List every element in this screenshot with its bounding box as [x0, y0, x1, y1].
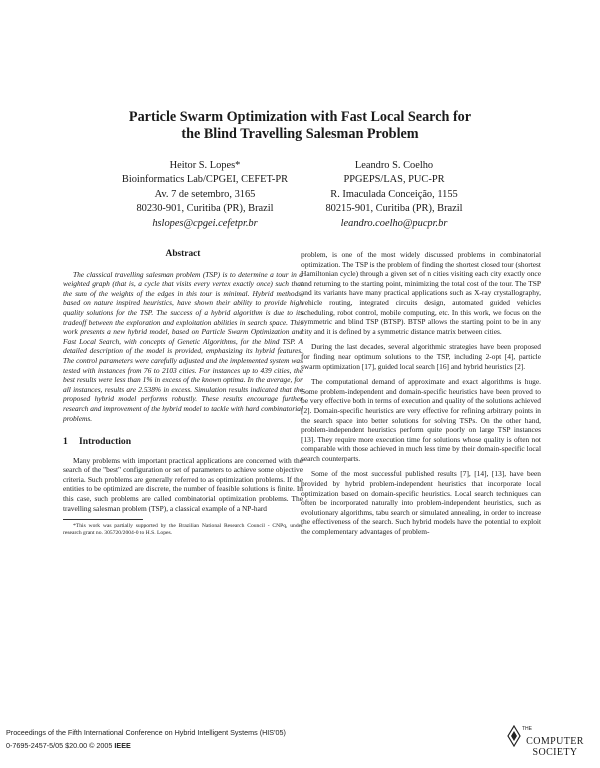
section-number: 1: [63, 436, 68, 448]
author-email: hslopes@cpgei.cefetpr.br: [152, 217, 258, 229]
abstract-heading: Abstract: [165, 249, 201, 259]
author-city: 80230-901, Curitiba (PR), Brazil: [136, 203, 274, 215]
intro-paragraph-4: The computational demand of approximate and exact algorithms is huge. Some problem-independent and domain-specific heuristics have been proved to be very effective both in terms of execution and quality of the solutions achieved [2]. Domain-specific heuristics are very effective for refining arbitrary points in the search space into better solutions for solving TSPs. On the other hand, problem-independent heuristics perform quite poorly on large TSP instances [13]. They require more execution time for solutions whose quality is often not comparable with those achieved in much less time by their domain-specific local search counterparts.: [301, 377, 541, 463]
page-footer: [6, 726, 286, 752]
section-title: Introduction: [79, 436, 132, 448]
author-name: Leandro S. Coelho: [354, 160, 434, 171]
left-column: [63, 250, 303, 543]
intro-paragraph-3: During the last decades, several algorithmic strategies have been proposed for finding near optimum solutions to the TSP, including 2-opt [4], particle swarm optimization [17], guided local search [16] and hybrid heuristics [2].: [301, 342, 541, 371]
author-city: 80215-901, Curitiba (PR), Brazil: [325, 203, 463, 215]
proceedings-line: Proceedings of the Fifth International Conference on Hybrid Intelligent Systems (HIS'05): [6, 728, 286, 737]
author-name: Heitor S. Lopes*: [169, 160, 241, 171]
ieee-kite-icon: [507, 725, 521, 747]
logo-line-1: COMPUTER: [526, 736, 584, 747]
footnote-divider: [63, 519, 143, 520]
isbn-text: 0-7695-2457-5/05 $20.00 © 2005: [6, 741, 113, 750]
ieee-mark: IEEE: [114, 741, 131, 750]
author-affiliation: Bioinformatics Lab/CPGEI, CEFET-PR: [121, 174, 289, 186]
logo-name: [521, 736, 589, 758]
logo-line-2: SOCIETY: [532, 747, 578, 758]
logo-the: THE: [522, 726, 532, 732]
intro-paragraph-5: Some of the most successful published results [7], [14], [13], have been provided by hybrid problem-independent heuristics that incorporate local optimization based on domain-specific heuristics. Local search techniques can often be incorporated naturally into problem-independent heuristics, such as evolutionary algorithms, tabu search or simulated annealing, in order to increase the effectiveness of the search. Such hybrid models have the potential to exploit the complementary advantages of problem-: [301, 469, 541, 537]
author-block-1: [110, 159, 300, 231]
intro-paragraph-1: Many problems with important practical applications are concerned with the search of the "best" configuration or set of parameters to achieve some objective criteria. Such problems are generally referred to as optimization problems. If the entities to be optimized are discrete, the number of feasible solutions is finite. In this case, such problems are called combinatorial optimization problems. The travelling salesman problem (TSP), a classical example of a NP-hard: [63, 455, 303, 513]
author-affiliation: PPGEPS/LAS, PUC-PR: [343, 174, 445, 186]
author-address: Av. 7 de setembro, 3165: [154, 188, 256, 200]
intro-paragraph-2: problem, is one of the most widely discussed problems in combinatorial optimization. The TSP is the problem of finding the shortest closed tour (shortest Hamiltonian cycle) through a given set of n cities visiting each city exactly once and returning to the starting point, minimizing the total cost of the tour. The TSP and its variants have many practical applications such as X-ray crystallography, vehicle routing, integrated circuits design, automated guided vehicles scheduling, robot control, mobile computing, etc. In this work, we focus on the symmetric and blind TSP (BTSP). BTSP allows the starting point to be in any city and it is defined by a symmetric distance matrix between cities.: [301, 250, 541, 336]
author-email: leandro.coelho@pucpr.br: [340, 217, 448, 229]
author-address: R. Imaculada Conceição, 1155: [330, 188, 458, 200]
abstract-text: The classical travelling salesman problem (TSP) is to determine a tour in a weighted graph (that is, a cycle that visits every vertex exactly once) such that the sum of the weights of the edges in this tour is minimal. Hybrid methods, based on nature inspired heuristics, have shown their ability to provide high quality solutions for the TSP. The success of a hybrid algorithm is due to its tradeoff between the exploration and exploitation abilities in search space. This work presents a new hybrid model, based on Particle Swarm Optimization and Fast Local Search, with concepts of Genetic Algorithms, for the blind TSP. A detailed description of the model is provided, emphasizing its hybrid features. The control parameters were carefully adjusted and the implemented system was tested with instances from 76 to 2103 cities. For instances up to 439 cities, the best results were less than 1% in excess of the known optima. In the average, for all instances, results are 2.538% in excess. Simulation results indicated that the proposed hybrid model performs robustly. These results encourage further research and improvement of the hybrid model to tackle with hard combinatorial problems.: [63, 269, 303, 423]
author-block-2: [299, 159, 489, 231]
section-heading-introduction: [63, 437, 303, 447]
isbn-line: [6, 739, 286, 752]
footnote: *This work was partially supported by the Brazilian National Research Council - CNPq, under research grant no. 305720/2004-0 to H.S. Lopes.: [63, 523, 303, 537]
title-line-1: Particle Swarm Optimization with Fast Local Search for: [128, 109, 472, 125]
paper-title: [60, 109, 540, 143]
right-column: [301, 250, 541, 543]
computer-society-logo: [507, 724, 589, 764]
title-line-2: the Blind Travelling Salesman Problem: [181, 126, 419, 142]
